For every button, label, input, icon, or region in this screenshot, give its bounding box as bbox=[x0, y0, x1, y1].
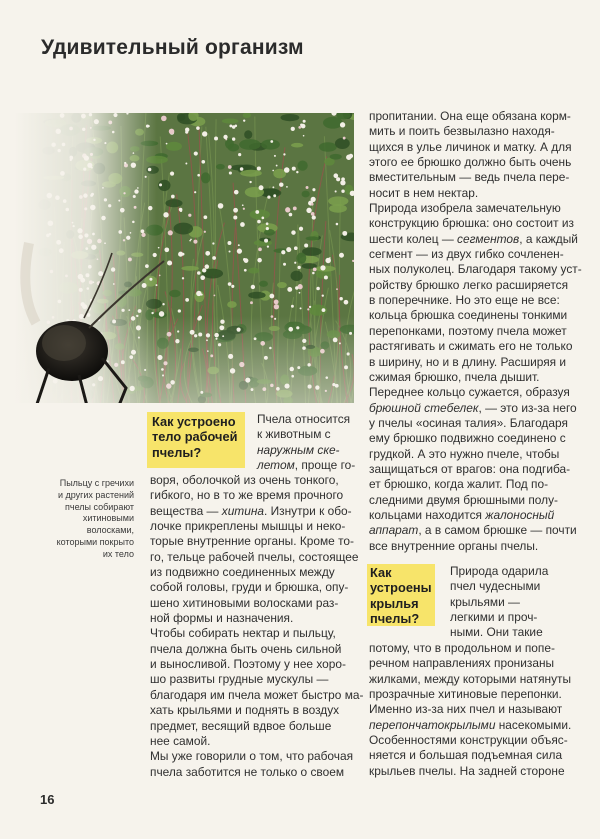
abdomen-line: брюшной стебелек, — это из-за него bbox=[369, 400, 577, 415]
body-main-line: воря, оболочкой из очень тонкого, bbox=[150, 473, 339, 487]
abdomen-line: шести колец — сегментов, а каждый bbox=[369, 231, 578, 246]
abdomen-line: Природа изобрела замечательную bbox=[369, 201, 561, 216]
abdomen-line: в ширину, но и в длину. Расширяя и bbox=[369, 354, 567, 369]
heading-wings bbox=[370, 565, 432, 627]
body-main-line: пчела заботится не только о своем bbox=[150, 764, 344, 779]
caption-line: Пыльцу с гречихи bbox=[59, 478, 134, 488]
caption-line: волосками, bbox=[86, 525, 134, 536]
heading-body bbox=[152, 414, 237, 460]
page-number: 16 bbox=[40, 792, 55, 807]
wings-main-line: крыльев пчелы. На задней стороне bbox=[369, 763, 565, 778]
heading-wings-line: пчелы? bbox=[370, 611, 420, 627]
body-main-line: торые внутренние органы. Кроме то- bbox=[150, 534, 354, 549]
caption-line: их тело bbox=[102, 548, 134, 559]
abdomen-line: кольца брюшка соединены тонкими bbox=[369, 308, 568, 323]
paragraph-body-main bbox=[150, 473, 363, 780]
abdomen-line: пропитании. Она еще обязана корм- bbox=[369, 109, 571, 123]
wings-main-line: жилками, между которыми натянуты bbox=[369, 671, 572, 686]
paragraph-abdomen bbox=[369, 109, 582, 554]
abdomen-line: сжимая брюшко, пчела дышит. bbox=[369, 369, 540, 384]
wings-main-line: прозрачные хитиновые перепонки. bbox=[369, 687, 562, 702]
body-main-line: предмет, весящий вдвое больше bbox=[150, 718, 332, 733]
wings-intro-line: легкими и проч- bbox=[450, 610, 538, 625]
bee-photo bbox=[14, 113, 354, 403]
caption-line: и других растений bbox=[57, 489, 134, 500]
abdomen-line: кольцами находится жалоносный bbox=[369, 507, 555, 522]
body-main-line: шено хитиновыми волосками раз- bbox=[150, 595, 339, 610]
abdomen-line: следними двумя брюшными полу- bbox=[369, 492, 558, 507]
photo-caption bbox=[40, 478, 134, 561]
caption-line: которыми покрыто bbox=[56, 536, 134, 547]
paragraph-wings-main bbox=[369, 641, 571, 779]
wings-intro-line: пчел чудесными bbox=[450, 579, 541, 594]
abdomen-line: мить и поить безвылазно находя- bbox=[369, 124, 555, 139]
body-intro-line: наружным ске- bbox=[257, 442, 340, 457]
body-main-line: Чтобы собирать нектар и пыльцу, bbox=[150, 626, 336, 641]
wings-intro-line: ными. Они такие bbox=[450, 625, 543, 640]
body-intro-line: летом, проще го- bbox=[257, 458, 356, 473]
body-main-line: ной формы и назначения. bbox=[150, 611, 294, 626]
abdomen-line: защищаться от врагов: она подгиба- bbox=[369, 461, 571, 476]
abdomen-line: носит в нем нектар. bbox=[369, 185, 479, 200]
wings-main-line: перепончатокрылыми насекомыми. bbox=[369, 717, 572, 732]
body-main-line: го, тельце рабочей пчелы, состоящее bbox=[150, 549, 359, 564]
wings-main-line: потому, что в продольном и попе- bbox=[369, 641, 555, 655]
body-main-line: лочке прикреплены мышцы и неко- bbox=[150, 519, 346, 534]
abdomen-line: грудкой. А это нужно пчеле, чтобы bbox=[369, 446, 560, 461]
heading-body-line: пчелы? bbox=[152, 444, 202, 460]
wings-intro-line: крыльями — bbox=[450, 594, 520, 609]
wings-main-line: Особенностями конструкции объяс- bbox=[369, 733, 568, 748]
body-main-line: гибкого, но в то же время прочного bbox=[150, 488, 344, 503]
heading-wings-line: Как bbox=[370, 565, 392, 580]
abdomen-line: ему брюшко подвижно соединено с bbox=[369, 431, 566, 446]
body-main-line: шо развиты грудные мускулы — bbox=[150, 672, 329, 687]
wings-main-line: няется и большая подъемная сила bbox=[369, 748, 563, 763]
caption-line: пчелы собирают bbox=[65, 501, 134, 512]
wings-main-line: Именно из-за них пчел и называют bbox=[369, 702, 563, 717]
body-main-line: из подвижно соединенных между bbox=[150, 565, 335, 580]
abdomen-line: перепонками, поэтому пчела может bbox=[369, 323, 567, 338]
heading-body-line: тело рабочей bbox=[152, 429, 238, 445]
abdomen-line: в поперечнике. Но это еще не все: bbox=[369, 293, 560, 308]
abdomen-line: все внутренние органы пчелы. bbox=[369, 538, 539, 553]
paragraph-wings-intro bbox=[450, 564, 548, 641]
heading-body-line: Как устроено bbox=[152, 414, 236, 429]
abdomen-line: растягивать и сжимать его не только bbox=[369, 339, 573, 354]
abdomen-line: сегмент — из двух гибко сочленен- bbox=[369, 247, 564, 262]
paragraph-body-intro bbox=[257, 412, 355, 473]
body-main-line: вещества — хитина. Изнутри к обо- bbox=[150, 503, 352, 518]
wings-intro-line: Природа одарила bbox=[450, 564, 549, 578]
body-main-line: благодаря им пчела может быстро ма- bbox=[150, 687, 364, 702]
heading-wings-line: устроены bbox=[370, 580, 432, 596]
body-main-line: хать крыльями и поднять в воздух bbox=[150, 703, 340, 718]
body-main-line: нее самой. bbox=[150, 733, 211, 748]
bee-on-flowers-image bbox=[14, 113, 354, 403]
page-title: Удивительный организм bbox=[41, 36, 304, 59]
body-main-line: пчела должна быть очень сильной bbox=[150, 641, 342, 656]
body-main-line: Мы уже говорили о том, что рабочая bbox=[150, 749, 354, 764]
caption-line: хитиновыми bbox=[82, 513, 134, 524]
abdomen-line: ных полуколец. Благодаря такому уст- bbox=[369, 262, 582, 277]
abdomen-line: этого ее брюшко должно быть очень bbox=[369, 155, 572, 170]
abdomen-line: щихся в улье личинок и матку. А для bbox=[369, 139, 572, 154]
body-intro-line: к животным с bbox=[257, 427, 331, 442]
abdomen-line: Переднее кольцо сужается, образуя bbox=[369, 385, 570, 400]
body-main-line: и выносливой. Поэтому у нее хоро- bbox=[150, 657, 346, 672]
wings-main-line: речном направлениях пронизаны bbox=[369, 656, 555, 671]
heading-wings-line: крылья bbox=[370, 595, 419, 611]
abdomen-line: конструкцию брюшка: оно состоит из bbox=[369, 216, 574, 231]
abdomen-line: ет брюшко, когда жалит. Под по- bbox=[369, 477, 549, 492]
abdomen-line: ройству брюшко легко расширяется bbox=[369, 277, 569, 292]
abdomen-line: аппарат, а в самом брюшке — почти bbox=[369, 523, 577, 538]
abdomen-line: у пчелы «осиная талия». Благодаря bbox=[369, 415, 568, 430]
body-intro-line: Пчела относится bbox=[257, 412, 351, 426]
body-main-line: собой головы, груди и брюшка, опу- bbox=[150, 580, 349, 595]
abdomen-line: вместительным — ведь пчела пере- bbox=[369, 170, 570, 185]
